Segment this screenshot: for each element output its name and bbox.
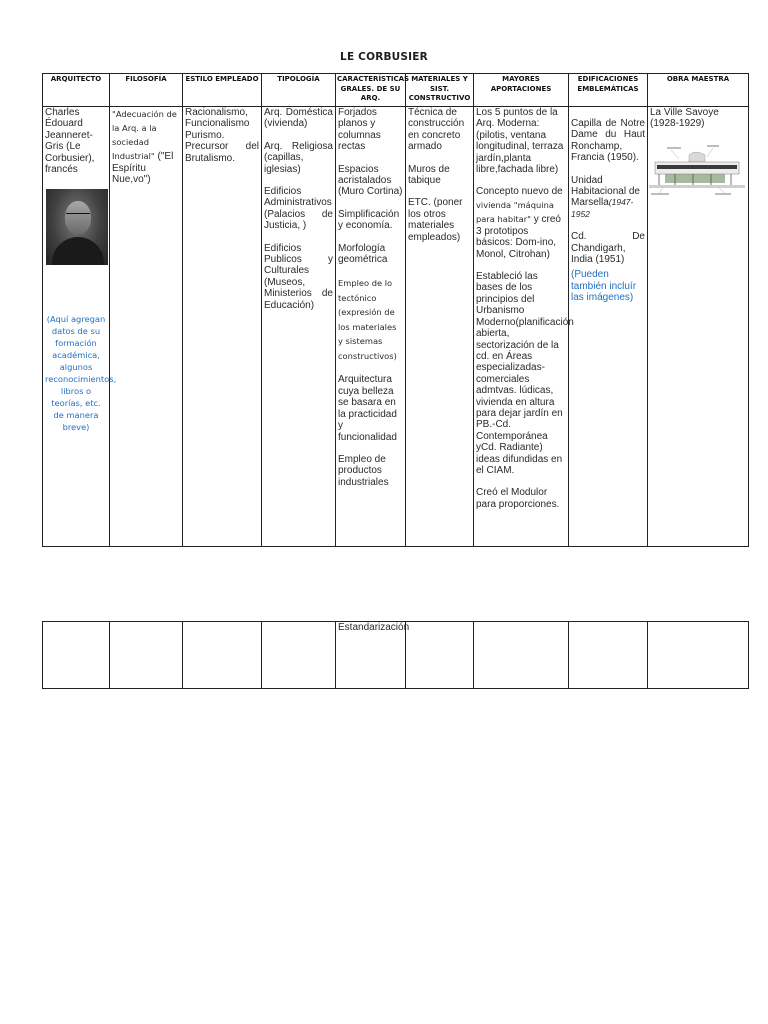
characteristic-tectonic: Empleo de lo tectónico (expresión de los materiales y sistemas constructivos) (338, 278, 397, 361)
characteristic-standardization: Estandarización (338, 622, 410, 633)
architect-note: (Aquí agregan datos de su formación académica, algunos reconocimientos, libros o teorías, etc. de manera breve) (45, 314, 117, 433)
characteristic-item: Arquitectura cuya belleza se basara en la practicidad y funcionalidad (338, 374, 397, 443)
cell-empty (43, 622, 110, 689)
contribution-five-points: Los 5 puntos de la Arq. Moderna: (pilotis, ventana longitudinal, terraza jardín,planta libre,fachada libre) (476, 107, 564, 176)
cell-arquitecto (43, 107, 117, 547)
cell-empty (648, 622, 749, 689)
typology-item: Arq. Religiosa (capillas, iglesias) (264, 140, 333, 175)
villa-savoye-image (649, 143, 745, 199)
material-item: Muros de tabique (408, 163, 450, 187)
document-title: LE CORBUSIER (340, 51, 428, 63)
header-row (43, 74, 749, 107)
building-ronchamp: Capilla de Notre Dame du Haut Ronchamp, Francia (1950). (571, 118, 645, 164)
header-obra-maestra: OBRA MAESTRA (648, 74, 749, 107)
contribution-modulor: Creó el Modulor para proporciones. (476, 487, 560, 510)
cell-tipologia (262, 107, 336, 547)
cell-caracteristicas-continued (336, 622, 410, 689)
cell-empty (110, 622, 183, 689)
cell-empty (474, 622, 569, 689)
cell-edificaciones (569, 107, 648, 547)
header-edificaciones: EDIFICACIONES EMBLEMÁTICAS (569, 74, 648, 107)
content-row (43, 107, 749, 547)
style-item: Funcionalismo (185, 118, 250, 130)
contribution-housing: Concepto nuevo de vivienda "máquina para habitar" y creó 3 prototipos básicos: Dom-ino, Monol, Citrohan) (476, 186, 563, 260)
cell-obra-maestra (648, 107, 749, 547)
philosophy-subquote: ("El Espíritu Nue,vo") (112, 151, 174, 186)
cell-estilo (183, 107, 262, 547)
typology-item: Edificios Administrativos (Palacios de Justicia, ) (264, 186, 333, 232)
typology-item: Edificios Publicos y Culturales (Museos, Ministerios de Educación) (264, 242, 333, 311)
header-aportaciones: MAYORES APORTACIONES (474, 74, 569, 107)
continued-row (43, 622, 749, 689)
header-filosofia: FILOSOFÍA (110, 74, 183, 107)
characteristic-item: Espacios acristalados (Muro Cortina) (338, 163, 403, 198)
buildings-note: (Pueden también incluír las imágenes) (571, 269, 637, 304)
architect-portrait (46, 189, 108, 265)
typology-item: Arq. Doméstica (vivienda) (264, 107, 333, 130)
cell-empty (569, 622, 648, 689)
header-caracteristicas: CARACTERÍSTICAS GRALES. DE SU ARQ. (336, 74, 406, 107)
header-arquitecto: ARQUITECTO (43, 74, 110, 107)
style-item: Racionalismo, (185, 107, 248, 118)
header-tipologia: TIPOLOGÍA (262, 74, 336, 107)
cell-empty (183, 622, 262, 689)
cell-materiales (406, 107, 474, 547)
header-materiales: MATERIALES Y SIST. CONSTRUCTIVO (406, 74, 474, 107)
characteristic-item: Forjados planos y columnas rectas (338, 107, 381, 153)
characteristic-item: Empleo de productos industriales (338, 453, 389, 488)
style-item: Precursor del Brutalismo. (185, 141, 259, 164)
characteristic-item: Morfología geométrica (338, 242, 388, 266)
characteristic-item: Simplificación y economía. (338, 208, 400, 232)
cell-filosofia (110, 107, 183, 547)
building-chandigarh: Cd. De Chandigarh, India (1951) (571, 231, 645, 266)
building-marsella: Unidad Habitacional de Marsella(1947-1952 (571, 174, 640, 219)
architect-table (42, 73, 749, 547)
cell-empty (406, 622, 474, 689)
material-item: ETC. (poner los otros materiales empleados) (408, 197, 463, 243)
architect-table-continued (42, 621, 749, 689)
philosophy-quote: "Adecuación de la Arq. a la sociedad Industrial" (112, 109, 177, 161)
architect-name: Charles Édouard Jeanneret-Gris (Le Corbusier), francés (45, 107, 95, 176)
cell-empty (262, 622, 336, 689)
header-estilo: ESTILO EMPLEADO (183, 74, 262, 107)
masterpiece-name: La Ville Savoye (1928-1929) (650, 107, 719, 130)
material-item: Técnica de construcción en concreto armado (408, 107, 465, 153)
cell-caracteristicas (336, 107, 406, 547)
contribution-urbanism: Estableció las bases de los principios del Urbanismo Moderno(planificación abierta, sectorización de la cd. en Áreas especializadas-comerciales admtvas. lúdicas, vivienda en altura para dejar jardín en PB.-Cd. Contemporánea yCd. Radiante) ideas difundidas en el CIAM. (476, 271, 574, 476)
cell-aportaciones (474, 107, 574, 547)
style-item: Purismo. (185, 129, 225, 141)
